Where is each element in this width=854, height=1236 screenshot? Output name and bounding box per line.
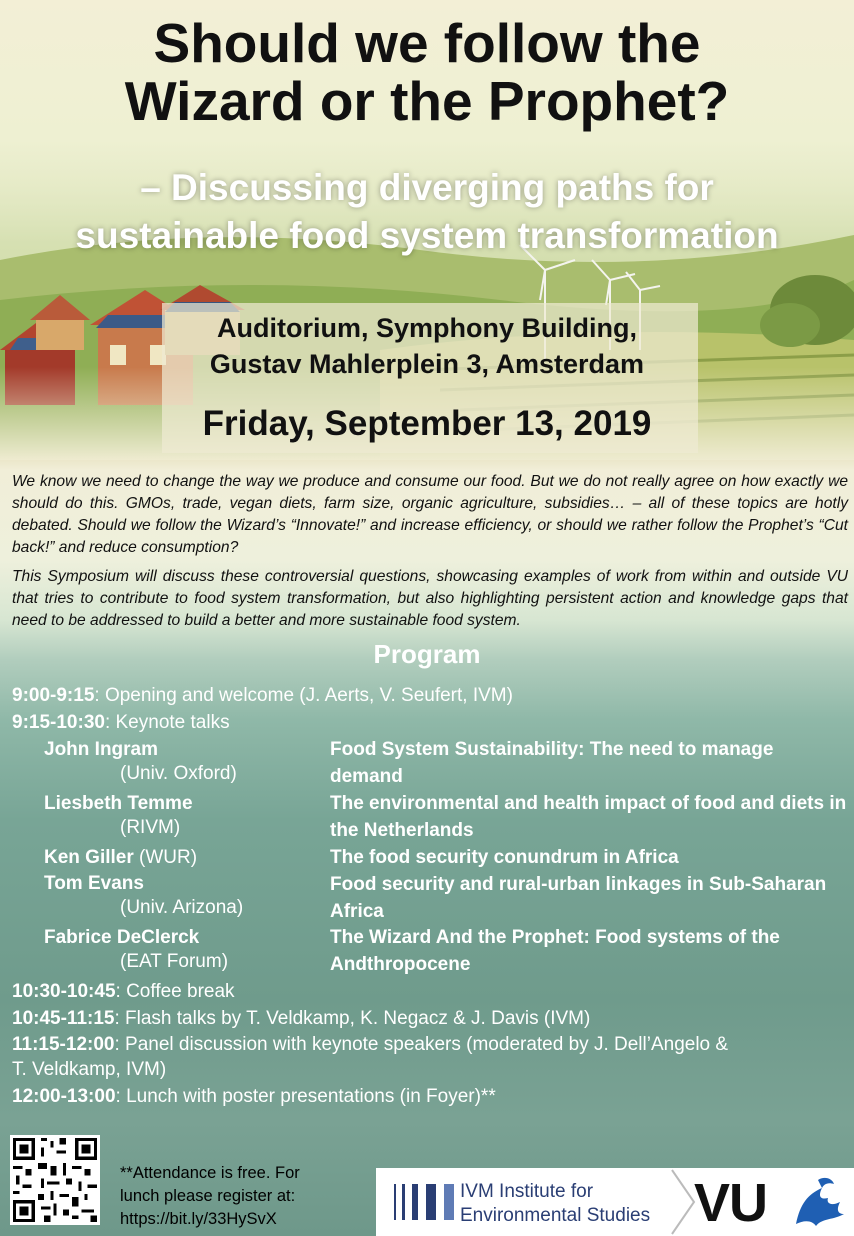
- speaker-affiliation: (RIVM): [120, 817, 181, 838]
- program-item: [12, 1057, 166, 1083]
- keynote-title: The environmental and health impact of food and diets in the Netherlands: [330, 793, 847, 841]
- program-time: 11:15-12:00: [12, 1034, 115, 1055]
- speaker-affiliation: (EAT Forum): [120, 951, 229, 972]
- speaker-affiliation: (Univ. Oxford): [120, 763, 237, 784]
- sponsor-logos: [376, 1168, 854, 1236]
- intro-paragraph-1: We know we need to change the way we produce and consume our food. But we do not really agree on how exactly we should do this. GMOs, trade, vegan diets, farm size, organic agriculture, subsidies… – all of these topics are hotly debated. Should we follow the Wizard’s “Innovate!” and increase efficiency, or should we rather follow the Prophet’s “Cut back!” and reduce consumption?: [12, 473, 848, 556]
- program-item: [12, 1032, 728, 1058]
- keynote-title: The Wizard And the Prophet: Food systems of the Andthropocene: [330, 927, 780, 975]
- program-text: : Lunch with poster presentations (in Foyer)**: [115, 1086, 496, 1107]
- program-text: : Coffee break: [115, 981, 235, 1002]
- ivm-logo-text: [460, 1180, 650, 1228]
- speaker-affiliation: (Univ. Arizona): [120, 897, 244, 918]
- ivm-bars-icon: [394, 1182, 454, 1222]
- program-time: 9:15-10:30: [12, 712, 105, 733]
- qr-code[interactable]: [10, 1135, 100, 1225]
- program-time: 10:30-10:45: [12, 981, 116, 1002]
- program-time: 12:00-13:00: [12, 1086, 116, 1107]
- registration-link[interactable]: https://bit.ly/33HySvX: [120, 1210, 277, 1228]
- poster-subtitle-line-1: – Discussing diverging paths for: [140, 167, 714, 208]
- venue-line-1: Auditorium, Symphony Building,: [217, 313, 637, 343]
- program-text: T. Veldkamp, IVM): [12, 1059, 167, 1080]
- program-item: [12, 1084, 496, 1110]
- attendance-note-line: lunch please register at:: [120, 1187, 296, 1205]
- keynote-title: The food security conundrum in Africa: [330, 847, 679, 868]
- poster-subtitle-line-2: sustainable food system transformation: [75, 215, 779, 256]
- program-text: : Panel discussion with keynote speakers (moderated by J. Dell’Angelo &: [114, 1034, 729, 1055]
- ivm-logo-line: IVM Institute for: [460, 1181, 594, 1202]
- event-date: Friday, September 13, 2019: [202, 404, 652, 443]
- speaker-name: Liesbeth Temme: [44, 793, 193, 814]
- poster-title-line-2: Wizard or the Prophet?: [124, 70, 730, 132]
- program-text: : Opening and welcome (J. Aerts, V. Seufert, IVM): [94, 685, 513, 706]
- speaker-name: Tom Evans: [44, 873, 144, 894]
- speaker-affiliation: (WUR): [139, 847, 198, 868]
- keynote-speaker: [44, 926, 228, 974]
- program-time: 9:00-9:15: [12, 685, 95, 706]
- program-item: [12, 710, 230, 736]
- griffin-icon: [788, 1174, 848, 1232]
- poster-title-line-1: Should we follow the: [153, 12, 701, 74]
- program-text: : Flash talks by T. Veldkamp, K. Negacz & J. Davis (IVM): [114, 1008, 591, 1029]
- keynote-speaker: [44, 872, 243, 920]
- keynote-title: Food System Sustainability: The need to manage demand: [330, 739, 774, 787]
- attendance-note: [120, 1162, 350, 1231]
- program-time: 10:45-11:15: [12, 1008, 115, 1029]
- program-heading: Program: [373, 639, 481, 669]
- attendance-note-line: **Attendance is free. For: [120, 1164, 300, 1182]
- program-item: [12, 979, 235, 1005]
- program-text: : Keynote talks: [104, 712, 230, 733]
- speaker-name: Ken Giller: [44, 847, 134, 868]
- intro-paragraph-2: This Symposium will discuss these controversial questions, showcasing examples of work from within and outside VU that tries to contribute to food system transformation, but also highlighting persistent action and knowledge gaps that need to be addressed to build a better and more sustainable food system.: [12, 568, 848, 629]
- program-item: [12, 683, 513, 709]
- speaker-name: John Ingram: [44, 739, 159, 760]
- venue-line-2: Gustav Mahlerplein 3, Amsterdam: [209, 349, 645, 379]
- keynote-speaker: [44, 846, 197, 870]
- keynote-speaker: [44, 792, 193, 840]
- keynote-speaker: [44, 738, 237, 786]
- program-item: [12, 1006, 590, 1032]
- keynote-title: Food security and rural-urban linkages in Sub-Saharan Africa: [330, 874, 827, 922]
- speaker-name: Fabrice DeClerck: [44, 927, 200, 948]
- vu-logo-text: VU: [694, 1173, 768, 1233]
- ivm-logo-line: Environmental Studies: [460, 1205, 651, 1226]
